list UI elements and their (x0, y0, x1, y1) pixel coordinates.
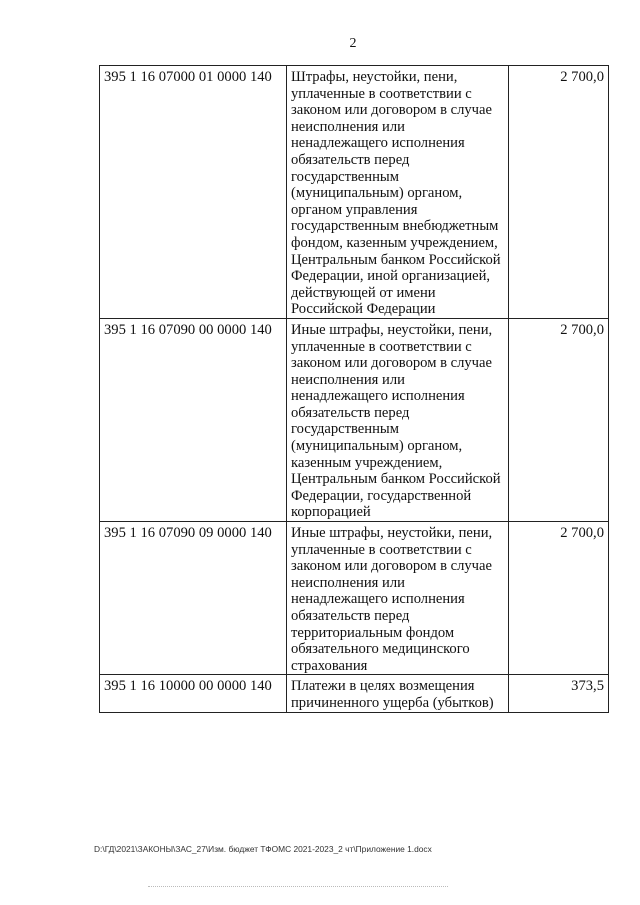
revenue-name: Иные штрафы, неустойки, пени, уплаченные в соответствии с законом или договором в случае неисполнения или ненадлежащего исполнения обязательств перед территориальным фондом обязательного медицинского страхования (287, 522, 509, 675)
table-row (100, 522, 609, 675)
amount: 2 700,0 (509, 318, 609, 521)
table-row (100, 318, 609, 521)
revenue-name: Иные штрафы, неустойки, пени, уплаченные в соответствии с законом или договором в случае неисполнения или ненадлежащего исполнения обязательств перед государственным (муниципальным) органом, казенным учреждением, Центральным банком Российской Федерации, государственной корпорацией (287, 318, 509, 521)
amount: 2 700,0 (509, 522, 609, 675)
budget-classification-code: 395 1 16 07090 09 0000 140 (100, 522, 287, 675)
footer-file-path: D:\ГД\2021\ЗАКОНЫ\ЗАС_27\Изм. бюджет ТФОМС 2021-2023_2 чт\Приложение 1.docx (94, 844, 432, 854)
budget-classification-code: 395 1 16 10000 00 0000 140 (100, 675, 287, 712)
budget-classification-code: 395 1 16 07000 01 0000 140 (100, 66, 287, 319)
table-row (100, 66, 609, 319)
scan-artifact-divider (148, 886, 448, 887)
amount: 373,5 (509, 675, 609, 712)
amount: 2 700,0 (509, 66, 609, 319)
revenue-name: Платежи в целях возмещения причиненного ущерба (убытков) (287, 675, 509, 712)
budget-classification-code: 395 1 16 07090 00 0000 140 (100, 318, 287, 521)
revenue-name: Штрафы, неустойки, пени, уплаченные в соответствии с законом или договором в случае неисполнения или ненадлежащего исполнения обязательств перед государственным (муниципальным) органом, органом управления государственным внебюджетным фондом, казенным учреждением, Центральным банком Российской Федерации, иной организацией, действующей от имени Российской Федерации (287, 66, 509, 319)
table-row (100, 675, 609, 712)
page-number: 2 (349, 36, 357, 51)
budget-table (99, 65, 609, 713)
